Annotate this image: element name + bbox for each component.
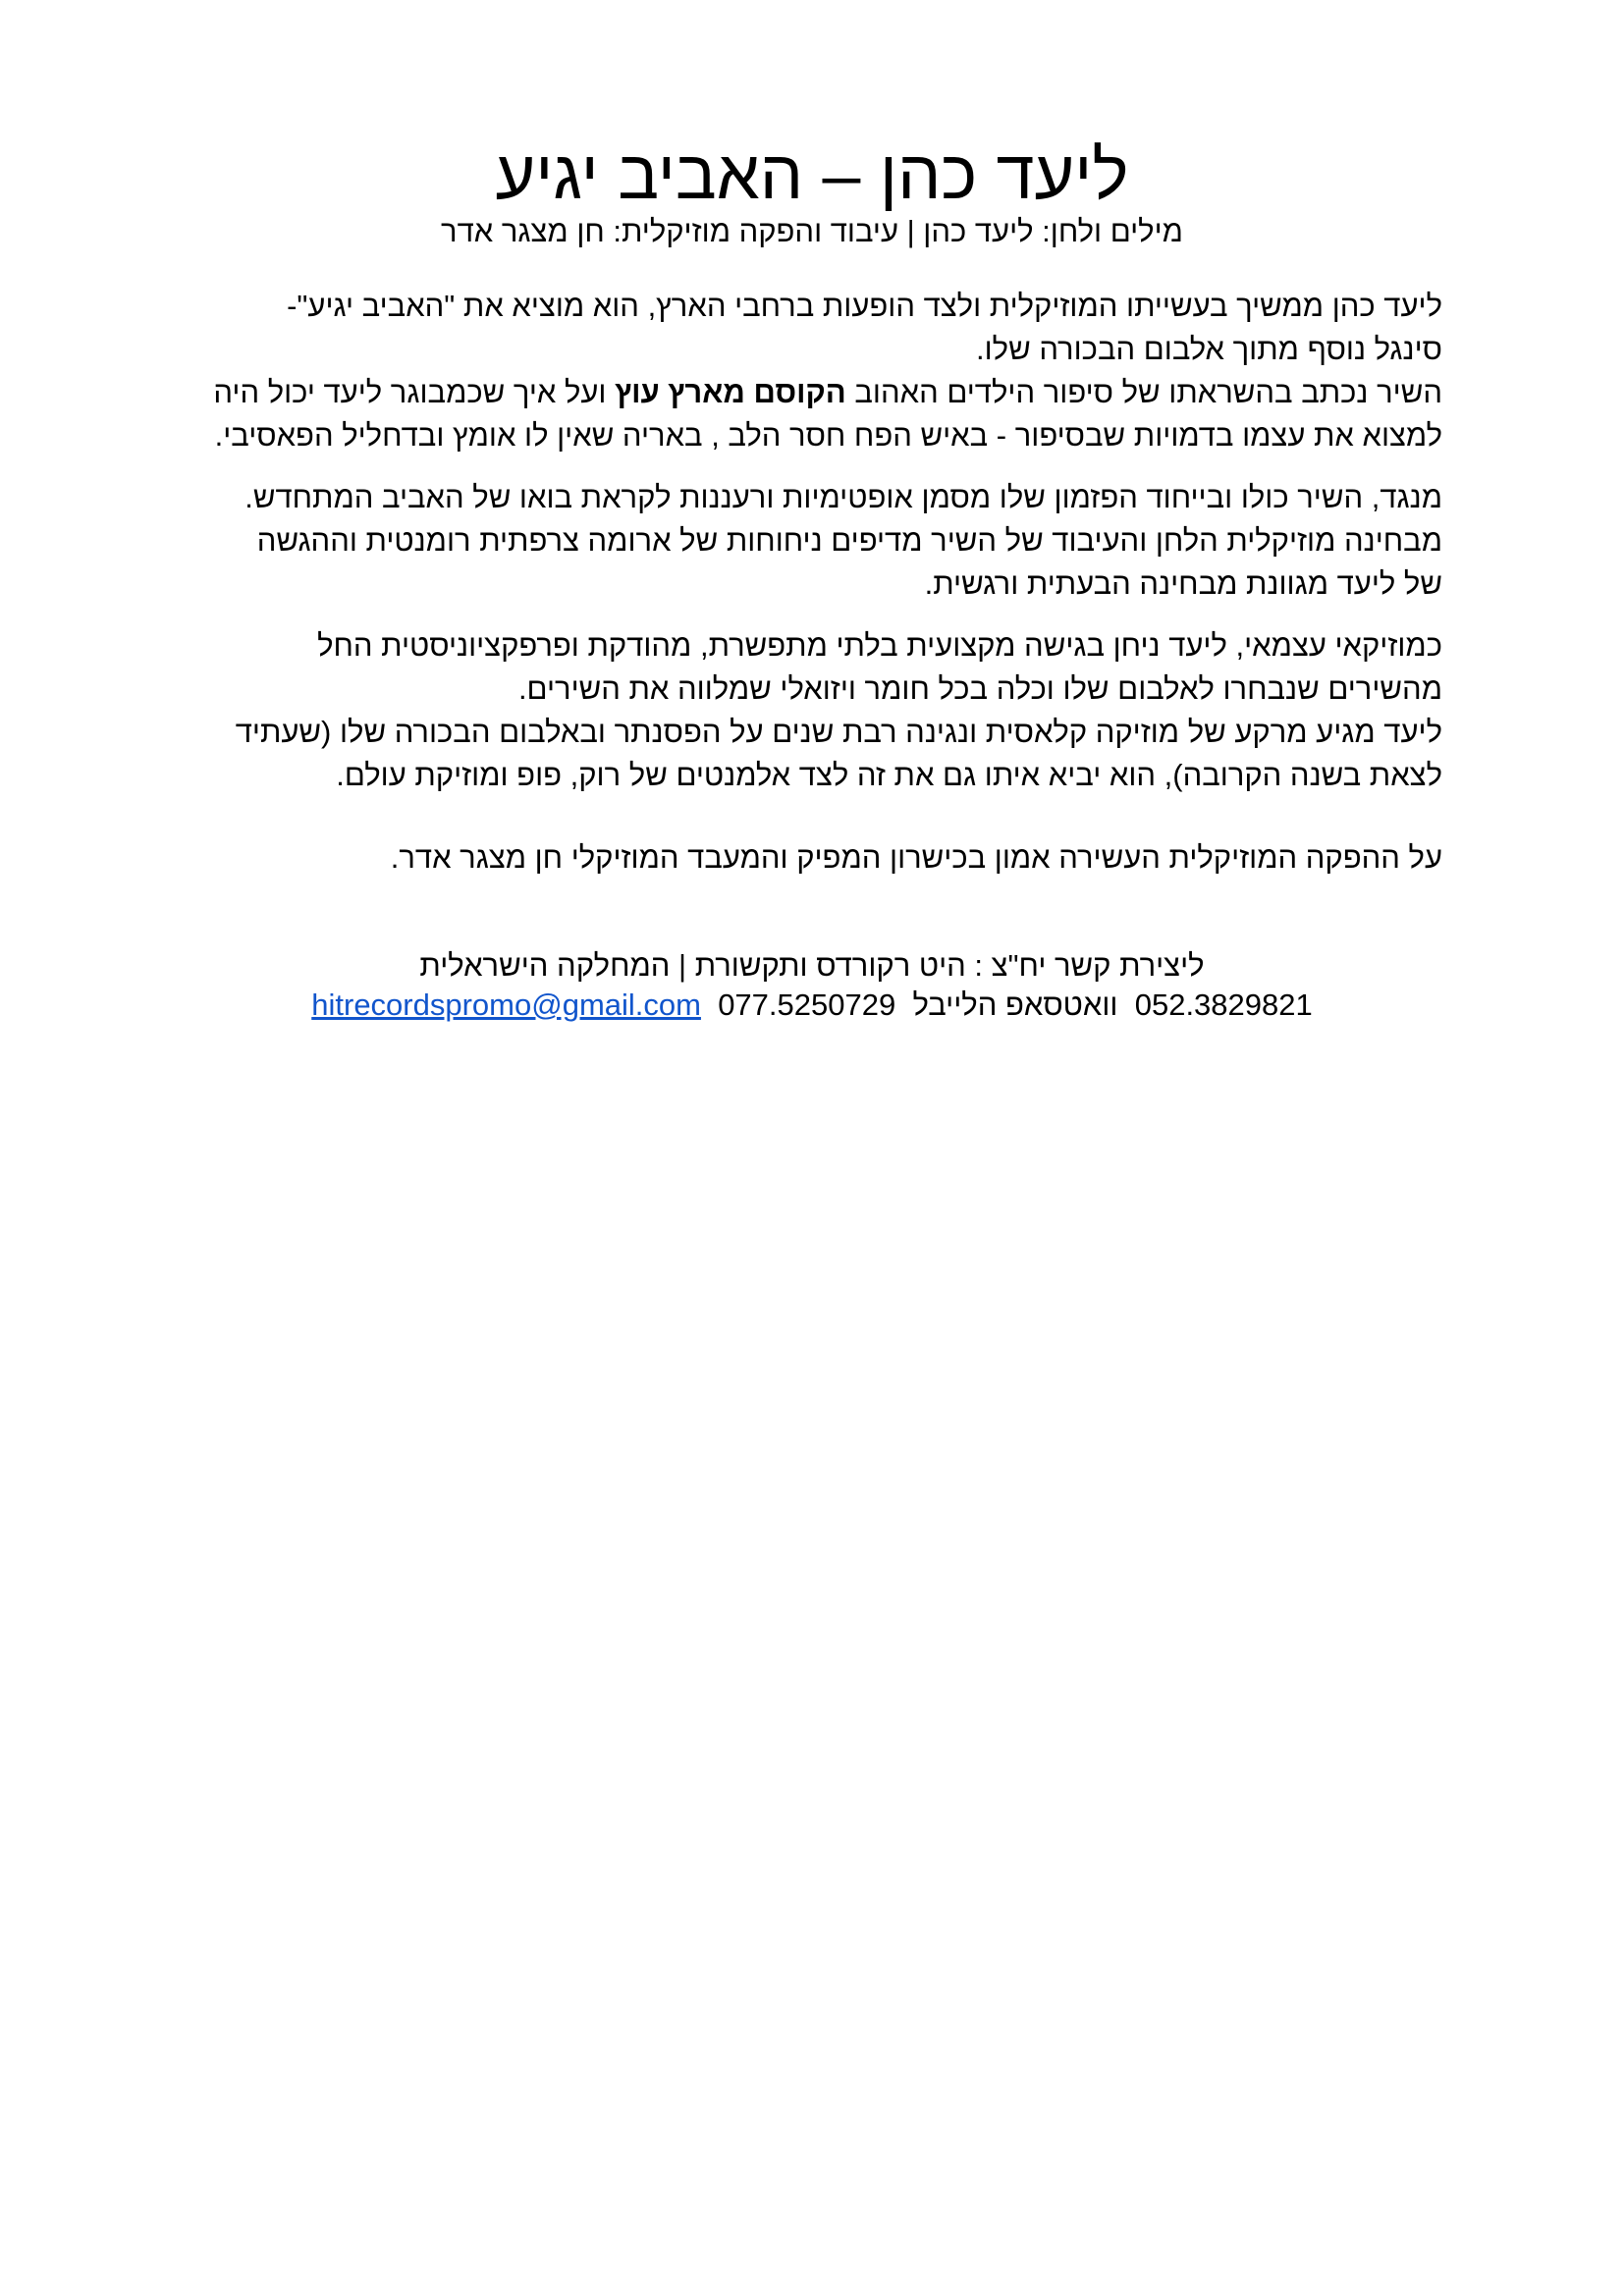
contact-details xyxy=(0,986,1624,1025)
p3-line4: לצאת בשנה הקרובה), הוא יביא איתו גם את זה לצד אלמנטים של רוק, פופ ומוזיקת עולם. xyxy=(336,758,1442,792)
contact-block xyxy=(0,946,1624,1025)
p3-line2: מהשירים שנבחרו לאלבום שלו וכלה בכל חומר ויזואלי שמלווה את השירים. xyxy=(517,671,1442,706)
contact-heading: ליצירת קשר יח"צ : היט רקורדס ותקשורת | המחלקה הישראלית xyxy=(419,948,1205,983)
p3-line1: כמוזיקאי עצמאי, ליעד ניחן בגישה מקצועית בלתי מתפשרת, מהודקת ופרפקציוניסטית החל xyxy=(317,628,1442,663)
credits-line: מילים ולחן: ליעד כהן | עיבוד והפקה מוזיקלית: חן מצגר אדר xyxy=(441,214,1183,248)
p1-line4: למצוא את עצמו בדמויות שבסיפור - באיש הפח חסר הלב , באריה שאין לו אומץ ובדחליל הפאסיבי. xyxy=(214,418,1442,453)
p1-line3-after: ועל איך שכמבוגר ליעד יכול היה xyxy=(213,375,616,409)
whatsapp-label: וואטסאפ הלייבל xyxy=(912,988,1118,1022)
p2-line1: מנגד, השיר כולו ובייחוד הפזמון שלו מסמן אופטימיות ורעננות לקראת בואו של האביב המתחדש. xyxy=(244,480,1442,514)
paragraph-intro xyxy=(176,285,1442,457)
p1-line2: סינגל נוסף מתוך אלבום הבכורה שלו. xyxy=(976,332,1442,366)
press-release-body xyxy=(176,285,1442,898)
whatsapp-number: 052.3829821 xyxy=(1134,988,1313,1022)
p3-line3: ליעד מגיע מרקע של מוזיקה קלאסית ונגינה רבת שנים על הפסנתר ובאלבום הבכורה שלו (שעתיד xyxy=(235,715,1442,749)
p2-line2: מבחינה מוזיקלית הלחן והעיבוד של השיר מדיפים ניחוחות של ארומה צרפתית רומנטית וההגשה xyxy=(256,523,1442,558)
paragraph-production xyxy=(176,836,1442,880)
page-title: ליעד כהן – האביב יגיע xyxy=(495,136,1129,213)
paragraph-artist xyxy=(176,624,1442,797)
email-link[interactable]: hitrecordspromo@gmail.com xyxy=(311,988,701,1022)
paragraph-music xyxy=(176,476,1442,606)
book-title-bold: הקוסם מארץ עוץ xyxy=(615,375,846,409)
office-phone: 077.5250729 xyxy=(718,988,896,1022)
p2-line3: של ליעד מגוונת מבחינה הבעתית ורגשית. xyxy=(924,566,1442,601)
p1-line1: ליעד כהן ממשיך בעשייתו המוזיקלית ולצד הופעות ברחבי הארץ, הוא מוציא את "האביב יגיע"- xyxy=(287,289,1442,323)
p1-line3-before: השיר נכתב בהשראתו של סיפור הילדים האהוב xyxy=(845,375,1442,409)
p4-line1: על ההפקה המוזיקלית העשירה אמון בכישרון המפיק והמעבד המוזיקלי חן מצגר אדר. xyxy=(390,840,1442,875)
